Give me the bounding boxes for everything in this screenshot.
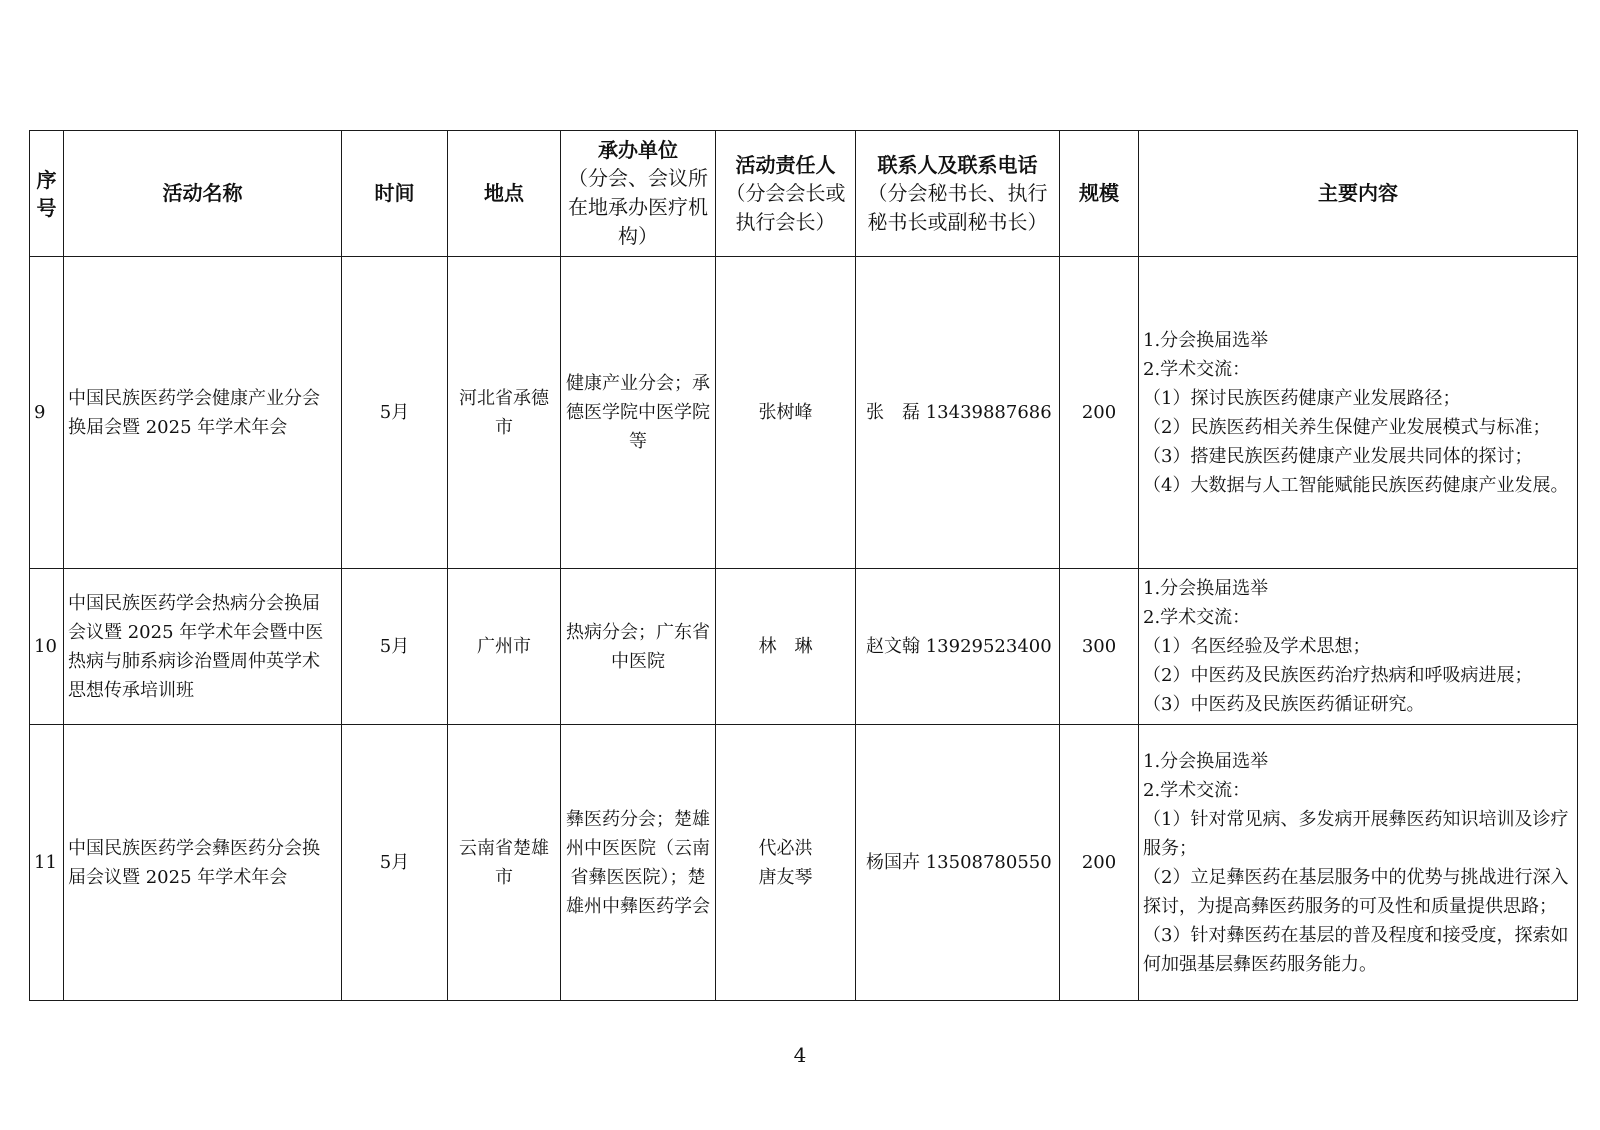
header-organizer-sub: （分会、会议所在地承办医疗机构） bbox=[568, 166, 708, 248]
cell-organizer: 彝医药分会；楚雄州中医医院（云南省彝医医院）；楚雄州中彝医药学会 bbox=[561, 725, 716, 1001]
page-number: 4 bbox=[793, 1043, 807, 1067]
cell-content bbox=[1139, 257, 1578, 569]
content-line: 1.分会换届选举 bbox=[1143, 578, 1269, 599]
header-scale: 规模 bbox=[1060, 131, 1139, 257]
content-line: （1）探讨民族医药健康产业发展路径； bbox=[1143, 387, 1461, 409]
table-row bbox=[30, 257, 1578, 569]
cell-location: 广州市 bbox=[448, 569, 561, 725]
cell-location: 云南省楚雄市 bbox=[448, 725, 561, 1001]
content-line: （2）立足彝医药在基层服务中的优势与挑战进行深入探讨，为提高彝医药服务的可及性和质量提供思路； bbox=[1143, 866, 1569, 917]
header-name: 活动名称 bbox=[64, 131, 342, 257]
cell-contact: 杨国卉 13508780550 bbox=[856, 725, 1060, 1001]
content-line: （3）搭建民族医药健康产业发展共同体的探讨； bbox=[1143, 445, 1533, 467]
header-leader-sub: （分会会长或执行会长） bbox=[725, 180, 846, 234]
content-line: 1.分会换届选举 bbox=[1143, 750, 1269, 772]
content-line: 2.学术交流： bbox=[1143, 607, 1251, 628]
header-organizer-main: 承办单位 bbox=[598, 138, 678, 162]
cell-seq: 10 bbox=[30, 569, 64, 725]
cell-leader: 林 琳 bbox=[716, 569, 856, 725]
cell-organizer: 热病分会；广东省中医院 bbox=[561, 569, 716, 725]
cell-activity-name: 中国民族医药学会热病分会换届会议暨 2025 年学术年会暨中医热病与肺系病诊治暨周仲英学术思想传承培训班 bbox=[64, 569, 342, 725]
header-seq: 序号 bbox=[30, 131, 64, 257]
header-contact bbox=[856, 131, 1060, 257]
content-line: （3）针对彝医药在基层的普及程度和接受度，探索如何加强基层彝医药服务能力。 bbox=[1143, 924, 1569, 975]
cell-leader: 张树峰 bbox=[716, 257, 856, 569]
cell-scale: 200 bbox=[1060, 257, 1139, 569]
cell-location: 河北省承德市 bbox=[448, 257, 561, 569]
cell-activity-name: 中国民族医药学会彝医药分会换届会议暨 2025 年学术年会 bbox=[64, 725, 342, 1001]
cell-activity-name: 中国民族医药学会健康产业分会换届会暨 2025 年学术年会 bbox=[64, 257, 342, 569]
cell-content bbox=[1139, 725, 1578, 1001]
cell-time: 5月 bbox=[342, 257, 448, 569]
content-line: 2.学术交流： bbox=[1143, 779, 1251, 801]
cell-scale: 200 bbox=[1060, 725, 1139, 1001]
header-time: 时间 bbox=[342, 131, 448, 257]
cell-time: 5月 bbox=[342, 569, 448, 725]
content-line: 1.分会换届选举 bbox=[1143, 329, 1269, 351]
cell-contact: 张 磊 13439887686 bbox=[856, 257, 1060, 569]
header-contact-sub: （分会秘书长、执行秘书长或副秘书长） bbox=[867, 180, 1048, 234]
cell-seq: 11 bbox=[30, 725, 64, 1001]
content-line: （2）民族医药相关养生保健产业发展模式与标准； bbox=[1143, 416, 1551, 438]
cell-seq: 9 bbox=[30, 257, 64, 569]
leader-name: 代必洪 bbox=[758, 837, 813, 859]
cell-organizer: 健康产业分会；承德医学院中医学院等 bbox=[561, 257, 716, 569]
header-content: 主要内容 bbox=[1139, 131, 1578, 257]
content-line: （4）大数据与人工智能赋能民族医药健康产业发展。 bbox=[1143, 474, 1569, 496]
content-line: （1）针对常见病、多发病开展彝医药知识培训及诊疗服务； bbox=[1143, 808, 1569, 859]
content-line: （2）中医药及民族医药治疗热病和呼吸病进展； bbox=[1143, 665, 1533, 686]
content-line: 2.学术交流： bbox=[1143, 358, 1251, 380]
cell-scale: 300 bbox=[1060, 569, 1139, 725]
content-line: （3）中医药及民族医药循证研究。 bbox=[1143, 694, 1425, 715]
cell-contact: 赵文翰 13929523400 bbox=[856, 569, 1060, 725]
cell-time: 5月 bbox=[342, 725, 448, 1001]
cell-content bbox=[1139, 569, 1578, 725]
header-leader bbox=[716, 131, 856, 257]
activity-table-container bbox=[29, 130, 1577, 1001]
activity-table bbox=[29, 130, 1578, 1001]
leader-name: 唐友琴 bbox=[758, 866, 813, 888]
header-leader-main: 活动责任人 bbox=[735, 152, 836, 177]
header-location: 地点 bbox=[448, 131, 561, 257]
cell-leader bbox=[716, 725, 856, 1001]
table-row bbox=[30, 569, 1578, 725]
header-row bbox=[30, 131, 1578, 257]
table-row bbox=[30, 725, 1578, 1001]
content-line: （1）名医经验及学术思想； bbox=[1143, 636, 1371, 657]
header-contact-main: 联系人及联系电话 bbox=[877, 152, 1038, 177]
header-organizer bbox=[561, 131, 716, 257]
